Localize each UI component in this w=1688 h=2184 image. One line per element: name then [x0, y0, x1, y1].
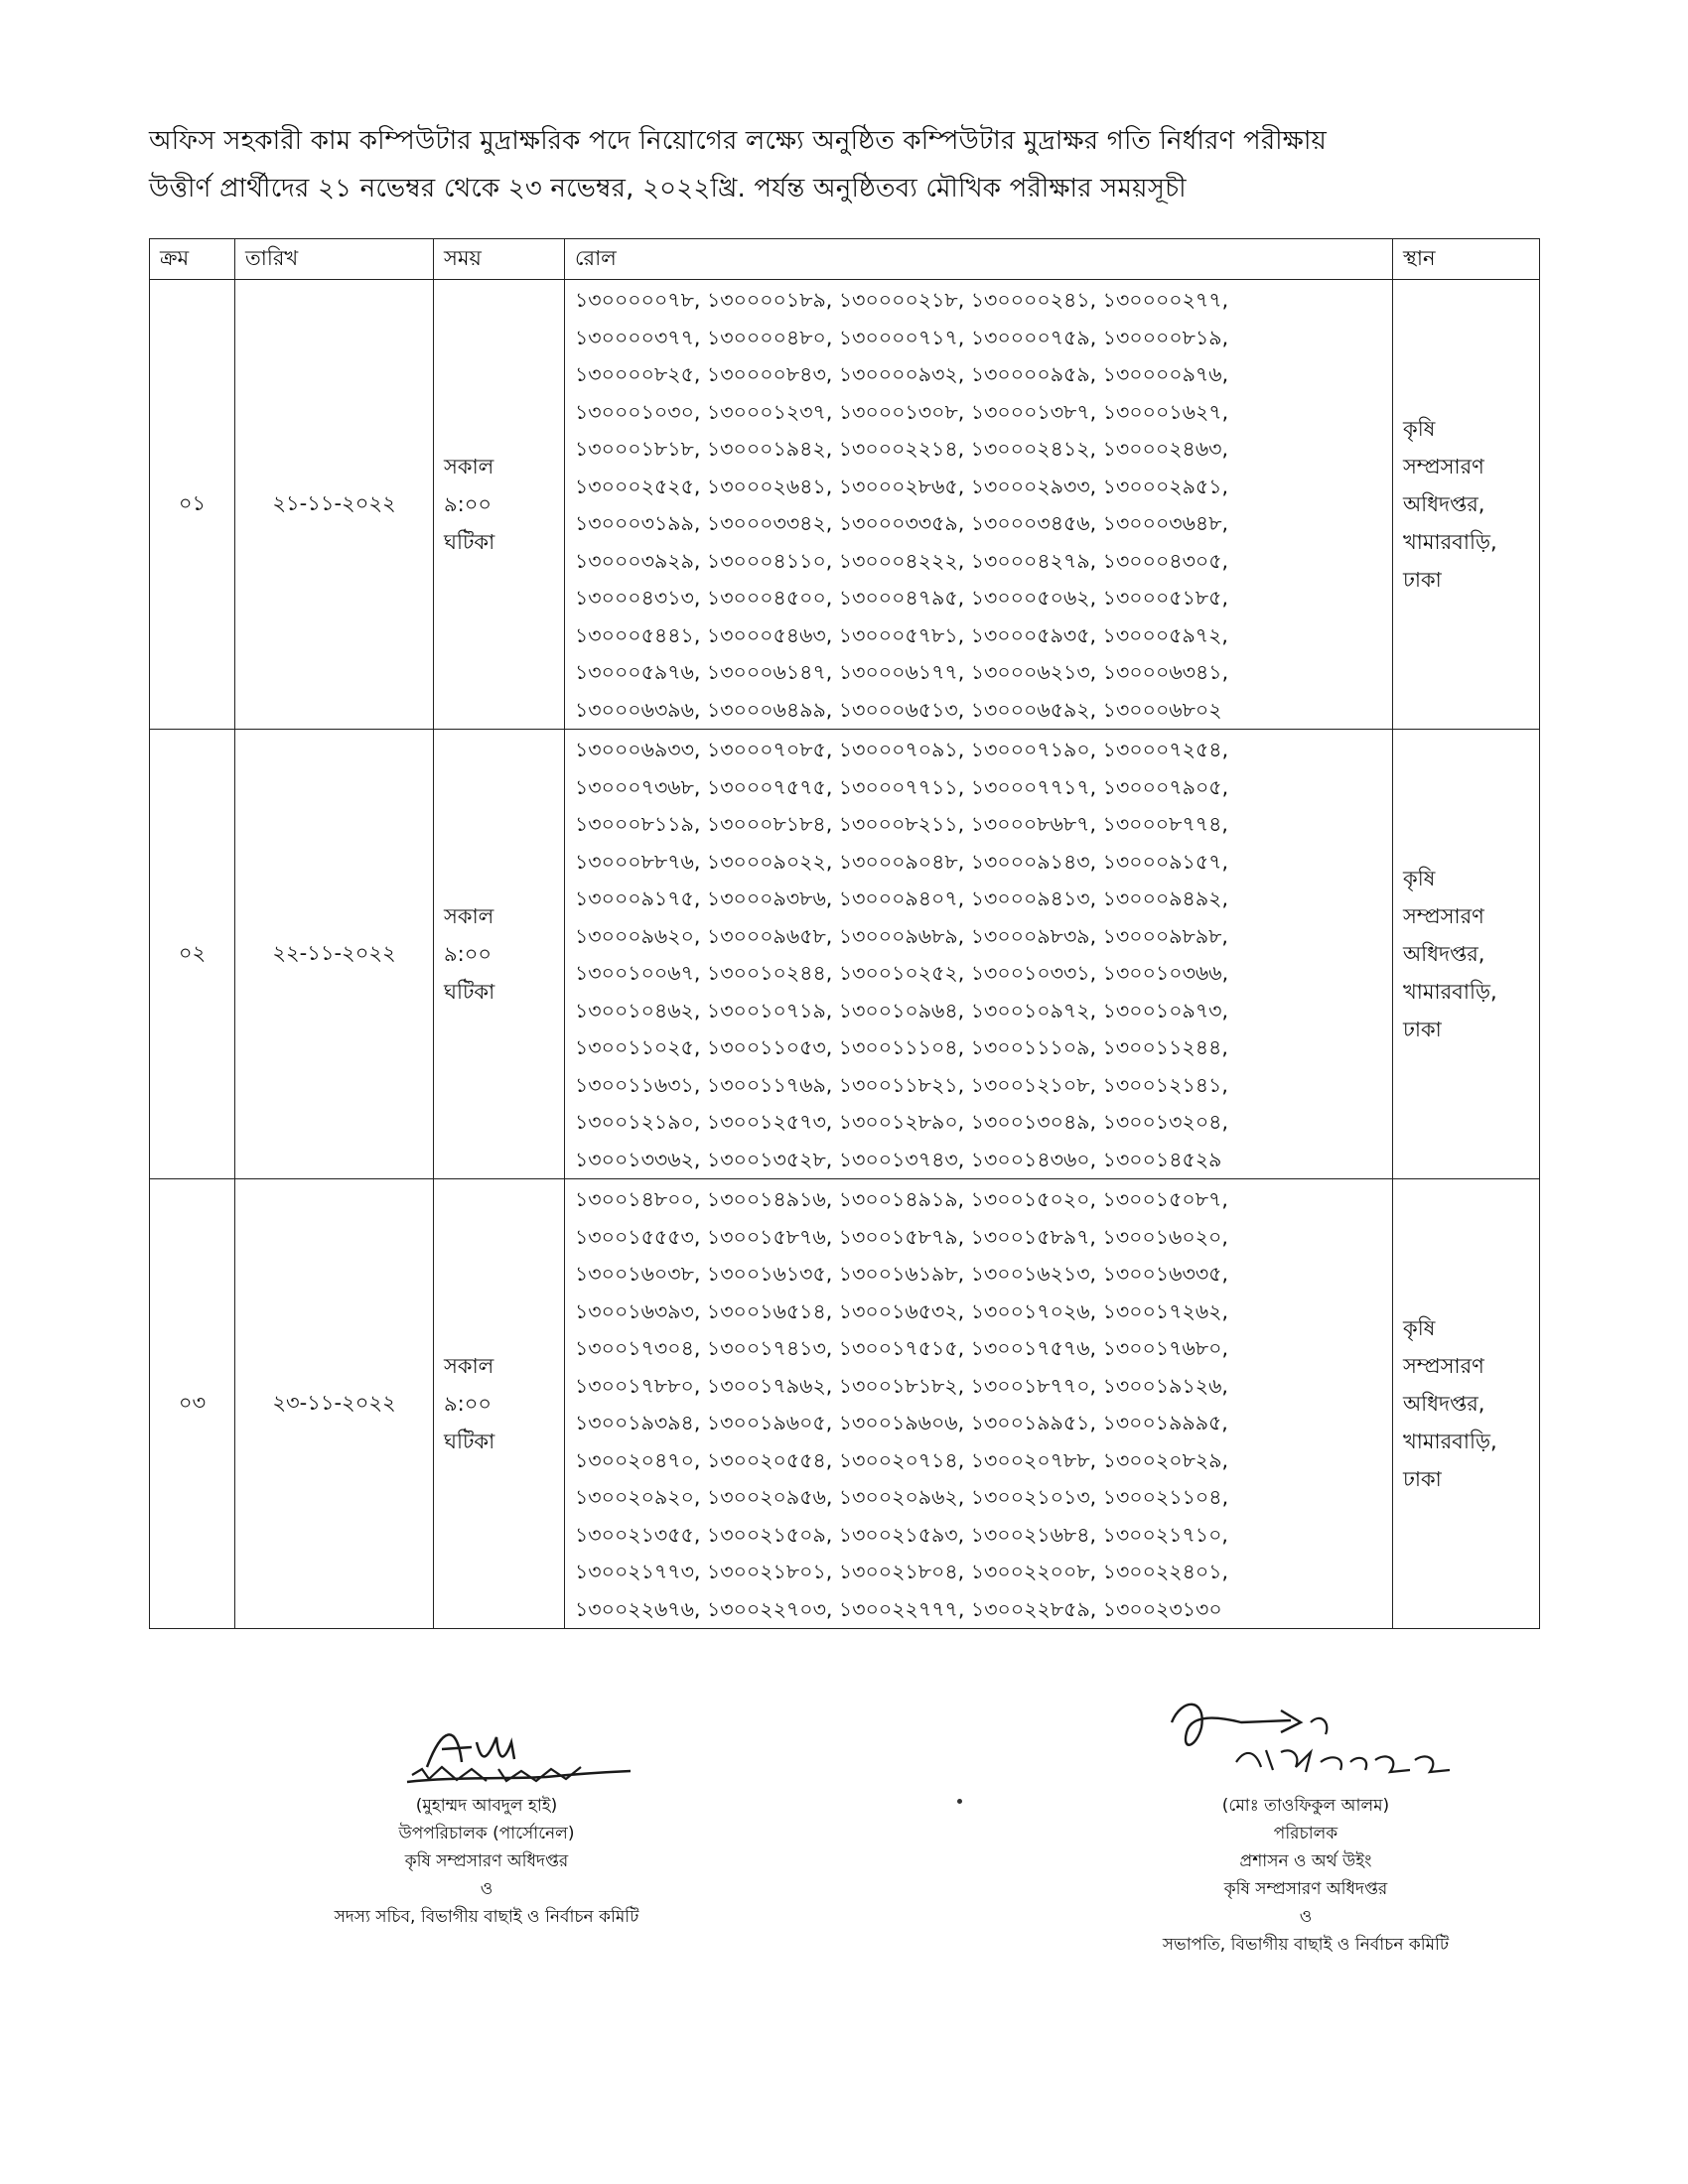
- roll-number-line: ১৩০০০০৮২৫, ১৩০০০০৮৪৩, ১৩০০০০৯৩২, ১৩০০০০৯৫৯, ১৩০০০০৯৭৬,: [575, 362, 1229, 386]
- left-signatory-role: সদস্য সচিব, বিভাগীয় বাছাই ও নির্বাচন কমিটি: [334, 1907, 639, 1927]
- roll-number-line: ১৩০০১৪৮০০, ১৩০০১৪৯১৬, ১৩০০১৪৯১৯, ১৩০০১৫০২০, ১৩০০১৫০৮৭,: [575, 1187, 1228, 1211]
- roll-number-line: ১৩০০১১৬৩১, ১৩০০১১৭৬৯, ১৩০০১১৮২১, ১৩০০১২১০৮, ১৩০০১২১৪১,: [575, 1072, 1228, 1097]
- left-signatory-name: (মুহাম্মদ আবদুল হাই): [415, 1796, 558, 1816]
- time-line: ঘটিকা: [444, 1430, 495, 1453]
- roll-number-line: ১৩০০০৩১৯৯, ১৩০০০৩৩৪২, ১৩০০০৩৩৫৯, ১৩০০০৩৪৫৬, ১৩০০০৩৬৪৮,: [575, 511, 1229, 535]
- roll-number-line: ১৩০০০৬৯৩৩, ১৩০০০৭০৮৫, ১৩০০০৭০৯১, ১৩০০০৭১৯০, ১৩০০০৭২৫৪,: [575, 738, 1229, 761]
- roll-number-line: ১৩০০০৫৯৭৬, ১৩০০০৬১৪৭, ১৩০০০৬১৭৭, ১৩০০০৬২১৩, ১৩০০০৬৩৪১,: [575, 660, 1229, 684]
- left-signatory-designation: উপপরিচালক (পার্সোনেল): [398, 1824, 575, 1843]
- place-line: ঢাকা: [1403, 1467, 1442, 1491]
- title-line-1: অফিস সহকারী কাম কম্পিউটার মুদ্রাক্ষরিক পদে নিয়োগের লক্ষ্যে অনুষ্ঠিত কম্পিউটার মুদ্রাক্ষর গতি নির্ধারণ পরীক্ষায়: [149, 126, 1328, 156]
- roll-number-line: ১৩০০২০৪৭০, ১৩০০২০৫৫৪, ১৩০০২০৭১৪, ১৩০০২০৭৮৮, ১৩০০২০৮২৯,: [575, 1447, 1229, 1472]
- time-cell: [434, 730, 565, 1179]
- place-line: সম্প্রসারণ: [1403, 1354, 1484, 1378]
- place-line: অধিদপ্তর,: [1403, 492, 1485, 516]
- time-cell: [434, 280, 565, 730]
- roll-number-line: ১৩০০১৬৩৯৩, ১৩০০১৬৫১৪, ১৩০০১৬৫৩২, ১৩০০১৭০২৬, ১৩০০১৭২৬২,: [575, 1298, 1229, 1323]
- right-signatory-designation: পরিচালক: [1273, 1824, 1338, 1843]
- roll-number-line: ১৩০০০২৫২৫, ১৩০০০২৬৪১, ১৩০০০২৮৬৫, ১৩০০০২৯৩৩, ১৩০০০২৯৫১,: [575, 474, 1229, 498]
- header-serial: ক্রম: [150, 239, 235, 280]
- roll-number-line: ১৩০০১৭৮৮০, ১৩০০১৭৯৬২, ১৩০০১৮১৮২, ১৩০০১৮৭৭০, ১৩০০১৯১২৬,: [575, 1373, 1228, 1398]
- table-header-row: [150, 239, 1540, 280]
- place-line: ঢাকা: [1403, 568, 1442, 592]
- place-line: খামারবাড়ি,: [1403, 530, 1497, 554]
- table-row: [150, 1179, 1540, 1629]
- table-row: [150, 730, 1540, 1179]
- roll-number-line: ১৩০০১৯৩৯৪, ১৩০০১৯৬০৫, ১৩০০১৯৬০৬, ১৩০০১৯৯৫১, ১৩০০১৯৯৯৫,: [575, 1411, 1228, 1434]
- roll-number-line: ১৩০০০৫৪৪১, ১৩০০০৫৪৬৩, ১৩০০০৫৭৮১, ১৩০০০৫৯৩৫, ১৩০০০৫৯৭২,: [575, 622, 1228, 647]
- table-row: [150, 280, 1540, 730]
- stray-dot: [957, 1799, 962, 1804]
- header-time: সময়: [434, 239, 565, 280]
- roll-number-line: ১৩০০০১৮১৮, ১৩০০০১৯৪২, ১৩০০০২২১৪, ১৩০০০২৪১২, ১৩০০০২৪৬৩,: [575, 437, 1229, 461]
- right-signatory-role: সভাপতি, বিভাগীয় বাছাই ও নির্বাচন কমিটি: [1162, 1935, 1450, 1955]
- roll-number-line: ১৩০০২২৬৭৬, ১৩০০২২৭০৩, ১৩০০২২৭৭৭, ১৩০০২২৮৫৯, ১৩০০২৩১৩০: [575, 1596, 1222, 1621]
- place-line: কৃষি: [1403, 1316, 1436, 1340]
- table-body: [150, 280, 1540, 1629]
- roll-cell: [565, 1179, 1393, 1629]
- place-line: অধিদপ্তর,: [1403, 942, 1485, 966]
- header-roll: রোল: [565, 239, 1393, 280]
- date-cell: ২২-১১-২০২২: [235, 730, 434, 1179]
- time-line: ঘটিকা: [444, 530, 495, 554]
- roll-number-line: ১৩০০০৮১১৯, ১৩০০০৮১৮৪, ১৩০০০৮২১১, ১৩০০০৮৬৮৭, ১৩০০০৮৭৭৪,: [575, 812, 1228, 836]
- roll-number-line: ১৩০০১৩৩৬২, ১৩০০১৩৫২৮, ১৩০০১৩৭৪৩, ১৩০০১৪৩৬০, ১৩০০১৪৫২৯: [575, 1147, 1222, 1171]
- roll-number-line: ১৩০০১০০৬৭, ১৩০০১০২৪৪, ১৩০০১০২৫২, ১৩০০১০৩৩১, ১৩০০১০৩৬৬,: [575, 961, 1229, 985]
- place-cell: [1393, 730, 1540, 1179]
- left-signatory-office: কৃষি সম্প্রসারণ অধিদপ্তর: [404, 1851, 569, 1871]
- serial-cell: ০২: [150, 730, 235, 1179]
- roll-number-line: ১৩০০১৫৫৫৩, ১৩০০১৫৮৭৬, ১৩০০১৫৮৭৯, ১৩০০১৫৮৯৭, ১৩০০১৬০২০,: [575, 1224, 1228, 1249]
- roll-number-line: ১৩০০০৩৯২৯, ১৩০০০৪১১০, ১৩০০০৪২২২, ১৩০০০৪২৭৯, ১৩০০০৪৩০৫,: [575, 548, 1229, 573]
- time-line: সকাল: [444, 904, 494, 928]
- serial-cell: ০১: [150, 280, 235, 730]
- roll-number-line: ১৩০০২১৩৫৫, ১৩০০২১৫০৯, ১৩০০২১৫৯৩, ১৩০০২১৬৮৪, ১৩০০২১৭১০,: [575, 1522, 1228, 1547]
- roll-number-line: ১৩০০০০৩৭৭, ১৩০০০০৪৮০, ১৩০০০০৭১৭, ১৩০০০০৭৫৯, ১৩০০০০৮১৯,: [575, 325, 1229, 349]
- left-signatory-and: ও: [480, 1879, 493, 1899]
- time-line: ৯:০০: [444, 942, 492, 966]
- roll-number-line: ১৩০০১১০২৫, ১৩০০১১০৫৩, ১৩০০১১১০৪, ১৩০০১১১০৯, ১৩০০১১২৪৪,: [575, 1035, 1228, 1059]
- place-line: সম্প্রসারণ: [1403, 455, 1484, 478]
- header-place: স্থান: [1393, 239, 1540, 280]
- place-cell: [1393, 1179, 1540, 1629]
- date-cell: ২৩-১১-২০২২: [235, 1179, 434, 1629]
- roll-number-line: ১৩০০১০৪৬২, ১৩০০১০৭১৯, ১৩০০১০৯৬৪, ১৩০০১০৯৭২, ১৩০০১০৯৭৩,: [575, 998, 1229, 1023]
- time-line: ঘটিকা: [444, 980, 495, 1004]
- roll-number-line: ১৩০০০৬৩৯৬, ১৩০০০৬৪৯৯, ১৩০০০৬৫১৩, ১৩০০০৬৫৯২, ১৩০০০৬৮০২: [575, 697, 1222, 722]
- roll-number-line: ১৩০০০১০৩০, ১৩০০০১২৩৭, ১৩০০০১৩০৮, ১৩০০০১৩৮৭, ১৩০০০১৬২৭,: [575, 399, 1229, 424]
- right-signatory-office: কৃষি সম্প্রসারণ অধিদপ্তর: [1223, 1879, 1388, 1899]
- roll-cell: [565, 280, 1393, 730]
- right-signatory-and: ও: [1299, 1907, 1313, 1927]
- roll-number-line: ১৩০০০৯৬২০, ১৩০০০৯৬৫৮, ১৩০০০৯৬৮৯, ১৩০০০৯৮৩৯, ১৩০০০৯৮৯৮,: [575, 923, 1228, 948]
- place-line: কৃষি: [1403, 867, 1436, 890]
- time-cell: [434, 1179, 565, 1629]
- roll-number-line: ১৩০০০৪৩১৩, ১৩০০০৪৫০০, ১৩০০০৪৭৯৫, ১৩০০০৫০৬২, ১৩০০০৫১৮৫,: [575, 586, 1229, 610]
- place-line: খামারবাড়ি,: [1403, 980, 1497, 1004]
- left-signature-graphic: [387, 1707, 645, 1797]
- roll-number-line: ১৩০০১৬০৩৮, ১৩০০১৬১৩৫, ১৩০০১৬১৯৮, ১৩০০১৬২১৩, ১৩০০১৬৩৩৫,: [575, 1262, 1228, 1286]
- interview-schedule-table: [149, 238, 1540, 1629]
- page-title: [149, 117, 1539, 212]
- time-line: ৯:০০: [444, 492, 492, 516]
- place-line: খামারবাড়ি,: [1403, 1430, 1497, 1453]
- roll-number-line: ১৩০০২০৯২০, ১৩০০২০৯৫৬, ১৩০০২০৯৬২, ১৩০০২১০১৩, ১৩০০২১১০৪,: [575, 1485, 1229, 1509]
- right-signature-graphic: [1162, 1693, 1460, 1787]
- place-line: ঢাকা: [1403, 1018, 1442, 1041]
- header-date: তারিখ: [235, 239, 434, 280]
- place-line: সম্প্রসারণ: [1403, 904, 1484, 928]
- left-signature-block: [218, 1792, 755, 1931]
- roll-number-line: ১৩০০০৭৩৬৮, ১৩০০০৭৫৭৫, ১৩০০০৭৭১১, ১৩০০০৭৭১৭, ১৩০০০৭৯০৫,: [575, 774, 1229, 799]
- right-signatory-wing: প্রশাসন ও অর্থ উইং: [1239, 1851, 1372, 1871]
- roll-number-line: ১৩০০২১৭৭৩, ১৩০০২১৮০১, ১৩০০২১৮০৪, ১৩০০২২০০৮, ১৩০০২২৪০১,: [575, 1560, 1229, 1583]
- roll-number-line: ১৩০০০৯১৭৫, ১৩০০০৯৩৮৬, ১৩০০০৯৪০৭, ১৩০০০৯৪১৩, ১৩০০০৯৪৯২,: [575, 887, 1228, 910]
- place-line: অধিদপ্তর,: [1403, 1392, 1485, 1416]
- title-line-2: উত্তীর্ণ প্রার্থীদের ২১ নভেম্বর থেকে ২৩ নভেম্বর, ২০২২খ্রি. পর্যন্ত অনুষ্ঠিতব্য মৌখিক পরীক্ষার সময়সূচী: [149, 174, 1187, 204]
- place-line: কৃষি: [1403, 417, 1436, 441]
- roll-cell: [565, 730, 1393, 1179]
- time-line: ৯:০০: [444, 1392, 492, 1416]
- time-line: সকাল: [444, 455, 494, 478]
- roll-number-line: ১৩০০০৮৮৭৬, ১৩০০০৯০২২, ১৩০০০৯০৪৮, ১৩০০০৯১৪৩, ১৩০০০৯১৫৭,: [575, 849, 1229, 874]
- time-line: সকাল: [444, 1354, 494, 1378]
- place-cell: [1393, 280, 1540, 730]
- serial-cell: ০৩: [150, 1179, 235, 1629]
- roll-number-line: ১৩০০১৭৩০৪, ১৩০০১৭৪১৩, ১৩০০১৭৫১৫, ১৩০০১৭৫৭৬, ১৩০০১৭৬৮০,: [575, 1336, 1228, 1360]
- date-cell: ২১-১১-২০২২: [235, 280, 434, 730]
- roll-number-line: ১৩০০০০০৭৮, ১৩০০০০১৮৯, ১৩০০০০২১৮, ১৩০০০০২৪১, ১৩০০০০২৭৭,: [575, 288, 1229, 312]
- right-signature-block: [1072, 1792, 1539, 1959]
- right-signatory-name: (মোঃ তাওফিকুল আলম): [1221, 1796, 1390, 1816]
- roll-number-line: ১৩০০১২১৯০, ১৩০০১২৫৭৩, ১৩০০১২৮৯০, ১৩০০১৩০৪৯, ১৩০০১৩২০৪,: [575, 1110, 1228, 1134]
